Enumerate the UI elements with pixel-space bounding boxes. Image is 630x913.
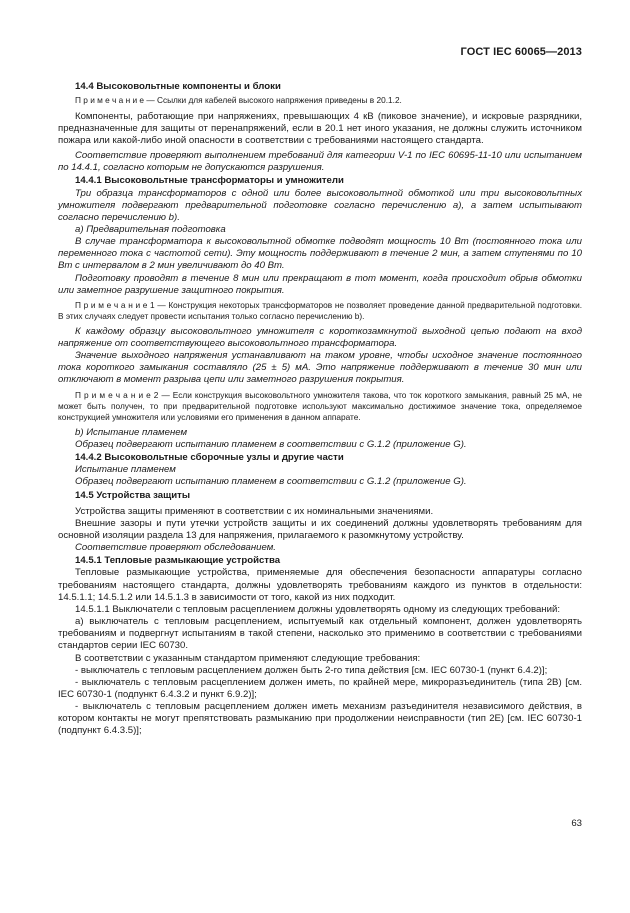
paragraph: В соответствии с указанным стандартом применяют следующие требования: bbox=[75, 652, 421, 664]
list-item: - выключатель с тепловым расцеплением должен иметь, по крайней мере, микроразъединитель (типа 2В) [см. IEC 60730-1 (подпункт 6.4.3.2 и пункт 6.9.2)]; bbox=[58, 676, 582, 700]
page-number: 63 bbox=[571, 818, 582, 829]
paragraph: Внешние зазоры и пути утечки устройств защиты и их соединений должны удовлетворять требованиям для основной изоляции раздела 13 для напряжения, прилагаемого к разомкнутому устройству. bbox=[58, 517, 582, 541]
compliance-paragraph: Соответствие проверяют выполнением требований для категории V-1 по IEC 60695-11-10 или испытанием по 14.4.1, согласно которым не допускаются разрушения. bbox=[58, 150, 582, 174]
note-text: — Если конструкция высоковольтного умножителя такова, что ток короткого замыкания, равный 25 мА, не может быть получен, то при предварительной подготовке используют максимально достижимое значение тока, определяемое конструкцией умножителя или условиями его применения в данном аппарате. bbox=[58, 389, 582, 423]
paragraph: Три образца трансформаторов с одной или более высоковольтной обмоткой или три высоковольтных умножителя подвергают предварительной подготовке согласно перечислению а), а затем испытывают согласно перечислению b). bbox=[58, 187, 582, 223]
heading-14-4-2: 14.4.2 Высоковольтные сборочные узлы и другие части bbox=[75, 452, 344, 464]
compliance-paragraph: Соответствие проверяют обследованием. bbox=[75, 542, 276, 554]
note-label: П р и м е ч а н и е 1 bbox=[75, 299, 155, 310]
paragraph: Образец подвергают испытанию пламенем в соответствии с G.1.2 (приложение G). bbox=[75, 476, 467, 488]
paragraph: Компоненты, работающие при напряжениях, превышающих 4 кВ (пиковое значение), и искровые разрядники, предназначенные для защиты от перенапряжений, если в 20.1 нет иного указания, не должны служить источником пожара или какой-либо иной опасности в соответствии с требованиями настоящего стандарта. bbox=[58, 110, 582, 146]
standard-header: ГОСТ IEC 60065—2013 bbox=[460, 46, 582, 58]
paragraph: 14.5.1.1 Выключатели с тепловым расцеплением должны удовлетворять одному из следующих требований: bbox=[75, 603, 560, 615]
paragraph: Образец подвергают испытанию пламенем в соответствии с G.1.2 (приложение G). bbox=[75, 438, 467, 450]
note-text: — Ссылки для кабелей высокого напряжения приведены в 20.1.2. bbox=[144, 95, 402, 106]
heading-14-4: 14.4 Высоковольтные компоненты и блоки bbox=[75, 81, 281, 92]
paragraph: Подготовку проводят в течение 8 мин или прекращают в тот момент, когда происходит обрыв обмотки или заметное разрушение защитного покрытия. bbox=[58, 272, 582, 296]
paragraph: К каждому образцу высоковольтного умножителя с короткозамкнутой выходной цепью подают на вход напряжение от соответствующего высоковольтного трансформатора. bbox=[58, 325, 582, 349]
note-label: П р и м е ч а н и е 2 bbox=[75, 389, 159, 400]
note-text: — Конструкция некоторых трансформаторов не позволяет проведение данной предварительной подготовки. В этих случаях следует провести испытания только согласно перечислению b). bbox=[58, 299, 583, 322]
list-item-a: а) Предварительная подготовка bbox=[75, 223, 226, 235]
page-body bbox=[58, 80, 582, 738]
paragraph: Устройства защиты применяют в соответствии с их номинальными значениями. bbox=[75, 505, 434, 517]
paragraph: В случае трансформатора к высоковольтной обмотке подводят мощность 10 Вт (постоянного тока или переменного тока с частотой сети). Эту мощность поддерживают в течение 2 мин, а затем ступенями по 10 Вт с интервалом в 2 мин увеличивают до 40 Вт. bbox=[58, 236, 582, 272]
list-item: - выключатель с тепловым расцеплением должен иметь механизм разъединителя независимого действия, в котором контакты не могут препятствовать размыканию при продолжении неисправности (тип 2Е) [см. IEC 60730-1 (подпункт 6.4.3.5)]; bbox=[58, 701, 582, 737]
list-item-b: b) Испытание пламенем bbox=[75, 426, 188, 438]
note-1 bbox=[58, 300, 582, 323]
paragraph: Испытание пламенем bbox=[75, 464, 176, 476]
paragraph: Тепловые размыкающие устройства, применяемые для обеспечения безопасности аппаратуры согласно требованиям настоящего стандарта, должны удовлетворять требованиям каждого из пунктов в отдельности: 14.5.1.1; 14.5.1.2 или 14.5.1.3 в зависимости от того, какой из них подходит. bbox=[58, 567, 582, 603]
list-item: - выключатель с тепловым расцеплением должен быть 2-го типа действия [см. IEC 60730-1 (пункт 6.4.2)]; bbox=[75, 664, 548, 676]
heading-14-5: 14.5 Устройства защиты bbox=[75, 489, 191, 501]
note bbox=[58, 95, 582, 106]
paragraph: Значение выходного напряжения устанавливают на таком уровне, чтобы исходное значение постоянного тока короткого замыкания составляло (25 ± 5) мА. Это напряжение поддерживают в течение 30 мин или отключают в момент разрыва цепи или заметного разрушения покрытия. bbox=[58, 350, 582, 386]
heading-14-4-1: 14.4.1 Высоковольтные трансформаторы и умножители bbox=[75, 175, 344, 187]
heading-14-5-1: 14.5.1 Тепловые размыкающие устройства bbox=[75, 555, 281, 567]
note-2 bbox=[58, 390, 582, 424]
note-label: П р и м е ч а н и е bbox=[75, 95, 145, 106]
list-item-a: а) выключатель с тепловым расцеплением, испытуемый как отдельный компонент, должен удовлетворять требованиям и подвергнут испытаниям в такой степени, насколько это применимо в соответствии с требованиями стандартов серии IEC 60730. bbox=[58, 616, 582, 652]
